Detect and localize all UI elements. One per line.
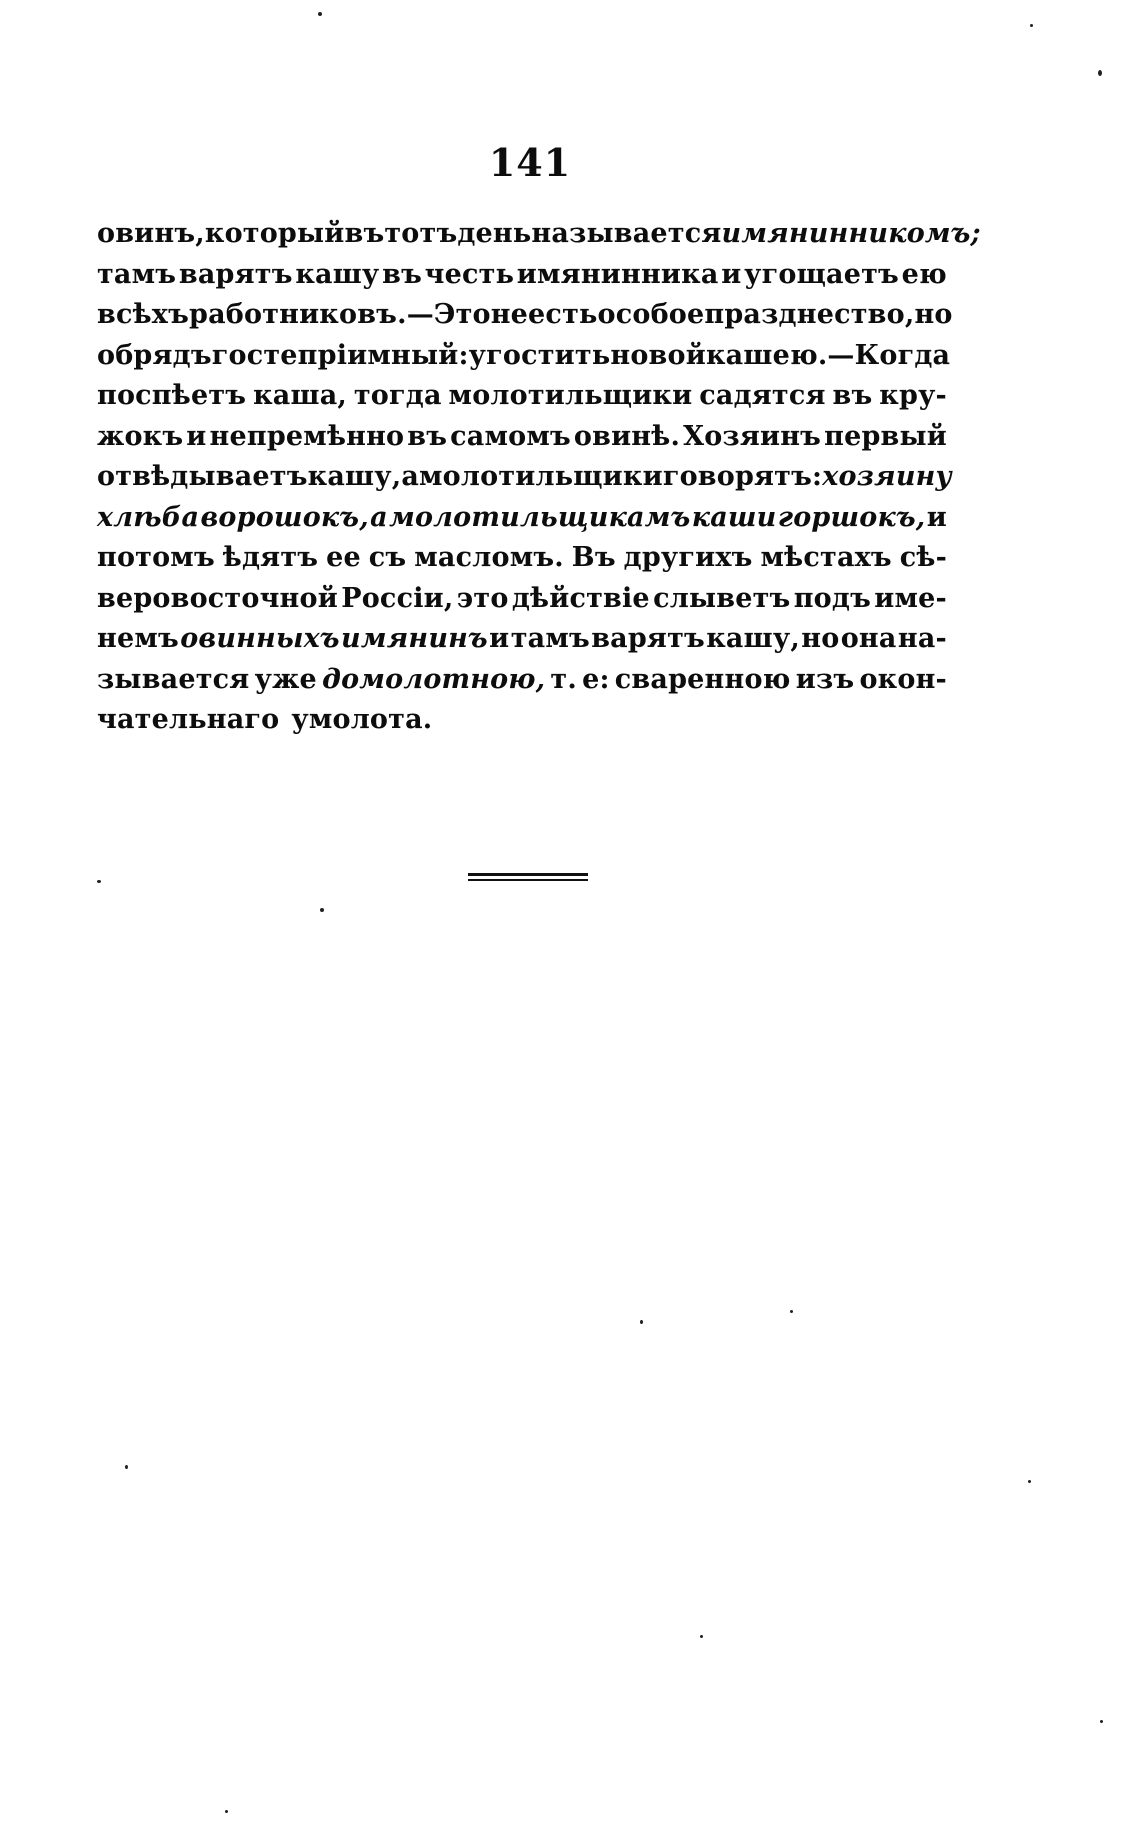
- word: а: [401, 461, 420, 492]
- word: угостить: [468, 339, 611, 371]
- word: имянинъ: [341, 623, 488, 654]
- word: кашею.—Когда: [705, 339, 951, 371]
- scan-speck: [125, 1465, 128, 1469]
- word: другихъ: [623, 542, 753, 573]
- word: первый: [824, 420, 947, 452]
- word: въ: [407, 420, 448, 452]
- text-line: [97, 498, 947, 539]
- word: новой: [610, 339, 706, 371]
- word: поспѣетъ: [97, 380, 247, 411]
- word: сваренною: [614, 663, 791, 695]
- word: особое: [597, 299, 705, 330]
- text-line: [97, 295, 953, 336]
- word: самомъ: [450, 420, 571, 452]
- word: и: [489, 623, 510, 654]
- text-line: [97, 538, 947, 579]
- word: немъ: [97, 623, 179, 654]
- word: Хозяинъ: [683, 420, 822, 452]
- word: ѣдятъ: [222, 542, 319, 573]
- text-line: [97, 336, 951, 377]
- word: но: [914, 299, 953, 330]
- word: это: [456, 582, 509, 614]
- word: говорятъ:: [662, 461, 823, 492]
- text-line: [97, 457, 952, 498]
- scan-speck: [1028, 1480, 1031, 1483]
- word: не: [490, 299, 529, 330]
- word: слыветъ: [653, 582, 791, 614]
- scan-speck: [318, 12, 322, 16]
- section-divider: [468, 873, 588, 882]
- word: мѣстахъ: [760, 542, 892, 573]
- word: и: [186, 420, 207, 452]
- word: непремѣнно: [209, 420, 405, 452]
- text-line: [97, 579, 947, 620]
- word: кашу: [295, 258, 380, 290]
- word: всѣхъ: [97, 299, 189, 330]
- divider-rule-top: [468, 873, 588, 876]
- scan-speck: [640, 1320, 643, 1324]
- word: хлѣба: [97, 501, 200, 533]
- scan-speck: [1100, 1720, 1103, 1723]
- text-line: [97, 417, 947, 458]
- word: гостепріимный:: [211, 339, 469, 371]
- text-line: [97, 660, 947, 701]
- word: Въ: [571, 542, 616, 573]
- word: садятся: [699, 380, 826, 411]
- word: уже: [254, 663, 317, 695]
- word: домолотною,: [322, 663, 546, 695]
- word: который: [204, 218, 345, 249]
- word: день: [457, 218, 532, 249]
- word: кру-: [879, 380, 947, 411]
- word: каша,: [253, 380, 347, 411]
- word: тамъ: [510, 623, 590, 654]
- scan-speck: [97, 880, 101, 883]
- word: ворошокъ,: [200, 501, 369, 533]
- word: тотъ: [384, 218, 458, 249]
- word: име-: [874, 582, 947, 614]
- word: дѣйствіе: [511, 582, 650, 614]
- word: Россіи,: [341, 582, 454, 614]
- word: имянинникомъ;: [721, 218, 981, 249]
- word: тогда: [353, 380, 442, 411]
- word: каши: [691, 501, 777, 533]
- word: обрядъ: [97, 339, 212, 371]
- divider-rule-bottom: [468, 879, 588, 881]
- word: кашу,: [706, 623, 800, 654]
- word: зывается: [97, 663, 250, 695]
- word: съ: [368, 542, 407, 573]
- word: умолота.: [291, 704, 433, 735]
- word: работниковъ.—Это: [189, 299, 491, 330]
- word: честь: [424, 258, 515, 290]
- body-text: [97, 214, 981, 741]
- word: а: [370, 501, 388, 533]
- word: потомъ: [97, 542, 215, 573]
- word: угощаетъ: [744, 258, 899, 290]
- word: но: [801, 623, 840, 654]
- word: е:: [582, 663, 610, 695]
- scan-speck: [1030, 24, 1033, 27]
- word: масломъ.: [414, 542, 564, 573]
- word: и: [926, 501, 947, 533]
- word: есть: [528, 299, 598, 330]
- scan-speck: [1098, 70, 1102, 76]
- page-number: 141: [488, 140, 572, 185]
- word: въ: [382, 258, 422, 290]
- scan-speck: [225, 1810, 228, 1813]
- word: и: [721, 258, 742, 290]
- word: варятъ: [591, 623, 705, 654]
- word: на-: [897, 623, 947, 654]
- word: имянинника: [516, 258, 719, 290]
- text-line: [97, 376, 947, 417]
- text-line: [97, 619, 947, 660]
- word: варятъ: [178, 258, 293, 290]
- word: овинъ,: [97, 218, 205, 249]
- word: ее: [326, 542, 361, 573]
- word: молотильщикамъ: [389, 501, 691, 533]
- scan-speck: [790, 1310, 793, 1313]
- word: въ: [832, 380, 873, 411]
- text-line: [97, 255, 947, 296]
- word: кашу,: [307, 461, 402, 492]
- word: подъ: [793, 582, 871, 614]
- scan-speck: [700, 1635, 703, 1638]
- word: въ: [344, 218, 385, 249]
- word: окон-: [859, 663, 947, 695]
- text-line: [97, 700, 947, 741]
- word: жокъ: [97, 420, 184, 452]
- word: горшокъ,: [777, 501, 926, 533]
- word: веровосточной: [97, 582, 338, 614]
- word: празднество,: [704, 299, 915, 330]
- word: тамъ: [97, 258, 177, 290]
- word: отвѣдываетъ: [97, 461, 308, 492]
- text-line: [97, 214, 981, 255]
- scan-speck: [320, 908, 324, 912]
- word: хозяину: [822, 461, 952, 492]
- word: овинныхъ: [180, 623, 340, 654]
- word: сѣ-: [899, 542, 947, 573]
- word: чательнаго: [97, 704, 280, 735]
- word: овинѣ.: [573, 420, 681, 452]
- word: т.: [550, 663, 577, 695]
- word: она: [840, 623, 897, 654]
- word: называется: [531, 218, 722, 249]
- word: ею: [901, 258, 947, 290]
- word: изъ: [795, 663, 855, 695]
- word: молотильщики: [419, 461, 663, 492]
- word: молотильщики: [448, 380, 693, 411]
